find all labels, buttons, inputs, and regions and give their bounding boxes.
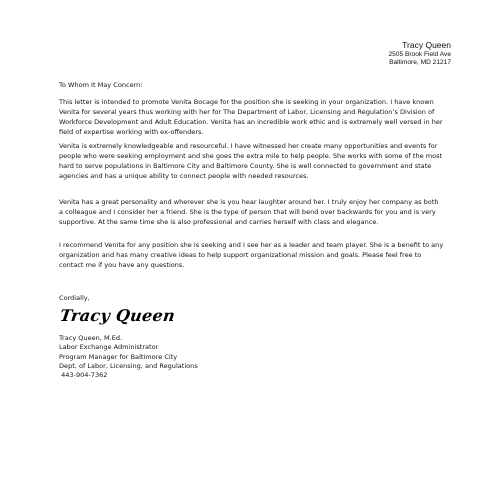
signer-title: Labor Exchange Administrator [59, 343, 159, 352]
signer-name: Tracy Queen, M.Ed. [59, 334, 123, 342]
sender-name: Tracy Queen [402, 40, 451, 50]
signature-block [59, 334, 444, 380]
paragraph-2: Venita is extremely knowledgeable and resourceful. I have witnessed her create many opportunities and events for people who were seeking employment and she goes the extra mile to help people. She works with some of the most hard to serve populations in Baltimore City and Baltimore County. She is well connected to government and state agencies and has a unique ability to connect people with needed resources. [59, 142, 443, 180]
sender-address-block [388, 40, 451, 68]
closing: Cordially, [59, 294, 90, 302]
signer-department: Dept. of Labor, Licensing, and Regulations [59, 361, 198, 370]
paragraph-4: I recommend Venita for any position she is seeking and I see her as a leader and team player. She is a benefit to any organization and has many creative ideas to help support organizational mission and goals. Please feel free to contact me if you have any questions. [59, 241, 444, 269]
handwritten-signature: Tracy Queen [58, 306, 177, 325]
signer-phone: 443-904-7362 [59, 371, 108, 380]
paragraph-1: This letter is intended to promote Venita Bocage for the position she is seeking in your organization. I have known Venita for several years thus working with her for The Department of Labor, Licensing and Regulation’s Division of Workforce Development and Adult Education. Venita has an incredible work ethic and is extremely well versed in her field of expertise working with ex-offenders. [59, 98, 443, 136]
sender-street: 2505 Brook Field Ave [388, 51, 451, 58]
signer-role: Program Manager for Baltimore City [59, 352, 178, 361]
paragraph-3: Venita has a great personality and wherever she is you hear laughter around her. I truly enjoy her company as both a colleague and I consider her a friend. She is the type of person that will bend over backwards for you and is very supportive. At the same time she is also professional and carries herself with class and elegance. [59, 198, 439, 226]
sender-city: Baltimore, MD 21217 [389, 59, 451, 67]
salutation: To Whom It May Concern: [59, 81, 143, 89]
